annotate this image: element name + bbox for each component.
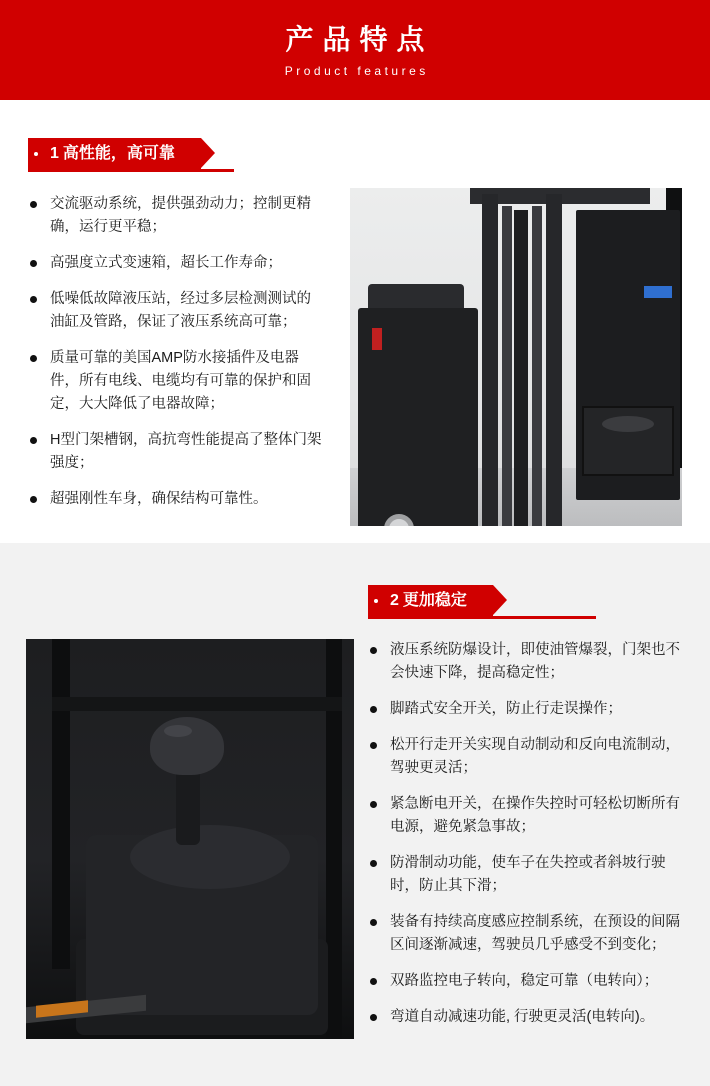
display-screen <box>644 286 672 298</box>
section2-text-column <box>368 639 684 1042</box>
mast-rail-right <box>546 194 562 526</box>
section2-number: 2 <box>390 592 399 609</box>
section2-feature-list <box>368 639 684 1029</box>
list-item: 超强刚性车身，确保结构可靠性。 <box>28 488 324 511</box>
guard-crossbar <box>52 697 342 711</box>
forklift-illustration <box>350 188 682 526</box>
joystick-knob <box>150 717 224 775</box>
list-item: 高强度立式变速箱，超长工作寿命； <box>28 252 324 275</box>
section2-heading-underline <box>368 616 596 619</box>
section1-text-column <box>28 193 324 524</box>
guard-bar-left <box>52 639 70 969</box>
list-item: 交流驱动系统，提供强劲动力；控制更精确，运行更平稳； <box>28 193 324 239</box>
list-item: 低噪低故障液压站，经过多层检测测试的油缸及管路，保证了液压系统高可靠； <box>28 288 324 334</box>
list-item: 装备有持续高度感应控制系统，在预设的间隔区间逐渐减速，驾驶员几乎感受不到变化； <box>368 911 684 957</box>
list-item: 弯道自动减速功能, 行驶更灵活(电转向)。 <box>368 1006 684 1029</box>
section-more-stable <box>0 543 710 1086</box>
control-handle-illustration <box>26 639 354 1039</box>
console-top-disc <box>130 825 290 889</box>
list-item: 液压系统防爆设计，即使油管爆裂，门架也不会快速下降，提高稳定性； <box>368 639 684 685</box>
rear-box-slot <box>602 416 654 432</box>
list-item: 质量可靠的美国AMP防水接插件及电器件，所有电线、电缆均有可靠的保护和固定，大大降低了电器故障； <box>28 347 324 416</box>
list-item: H型门架槽钢，高抗弯性能提高了整体门架强度； <box>28 429 324 475</box>
banner-title-cn: 产品特点 <box>285 24 434 55</box>
list-item: 松开行走开关实现自动制动和反向电流制动，驾驶更灵活； <box>368 734 684 780</box>
section1-heading-underline <box>28 169 234 172</box>
product-features-banner <box>0 0 710 100</box>
list-item: 紧急断电开关，在操作失控时可轻松切断所有电源，避免紧急事故； <box>368 793 684 839</box>
red-marker <box>372 328 382 350</box>
list-item: 双路监控电子转向，稳定可靠（电转向）； <box>368 970 684 993</box>
section2-heading-text: 更加稳定 <box>402 592 467 609</box>
list-item: 防滑制动功能，使车子在失控或者斜坡行驶时，防止其下滑； <box>368 852 684 898</box>
section1-feature-list <box>28 193 324 511</box>
mast-inner-left <box>502 206 512 526</box>
mast-core <box>514 210 528 526</box>
section1-number: 1 <box>50 145 59 162</box>
banner-title-en: Product features <box>284 64 429 78</box>
section2-heading-wrap <box>368 585 493 616</box>
section1-heading-ribbon <box>28 138 201 169</box>
mast-inner-right <box>532 206 542 526</box>
control-handle-photo <box>26 639 354 1039</box>
section2-heading-ribbon <box>368 585 493 616</box>
list-item: 脚踏式安全开关，防止行走误操作； <box>368 698 684 721</box>
section1-heading-text: 高性能，高可靠 <box>62 145 175 162</box>
mast-rail-left <box>482 194 498 526</box>
forklift-mast-photo <box>350 188 682 526</box>
section-high-performance <box>0 100 710 543</box>
